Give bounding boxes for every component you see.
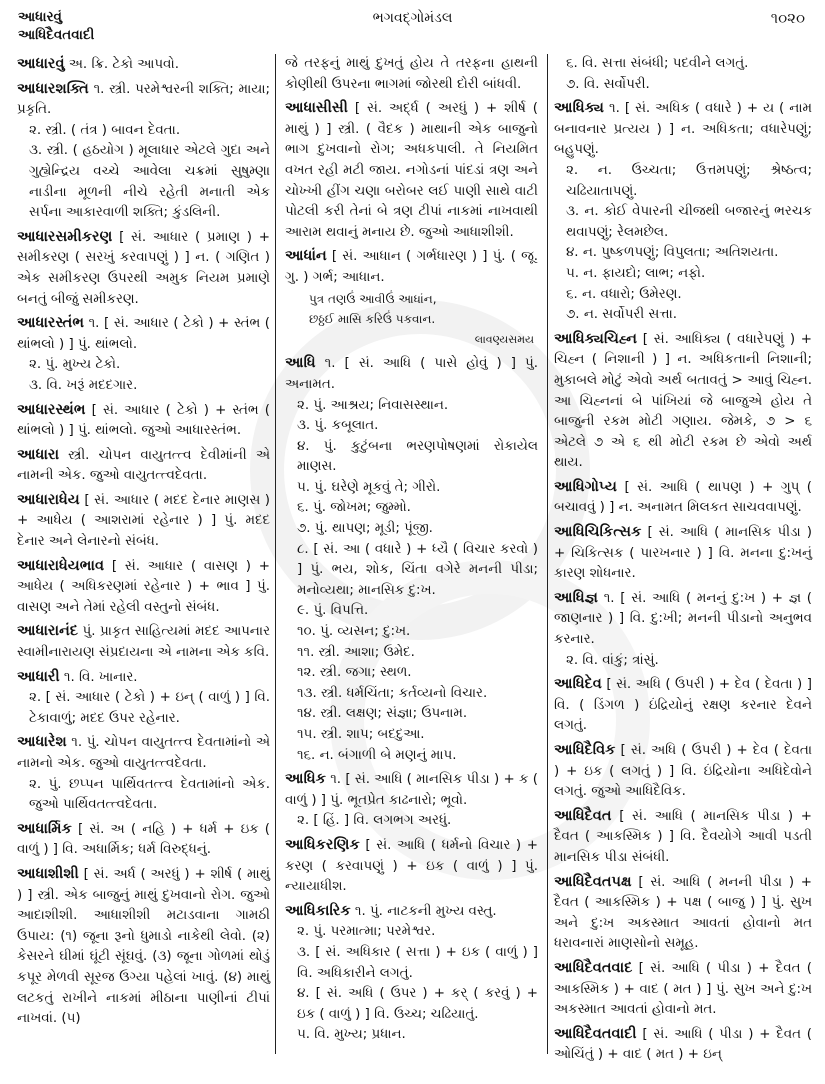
headword: આધારસમીકરણ	[17, 227, 113, 245]
definition-text: [ સં. આધિ ( થાપણ ) + ગુપ્ ( બચાવવું ) ] ન. અનામત મિલકત સાચવવાપણું.	[554, 479, 812, 516]
definition-text: [ સં. આધિ ( પીડા ) + દૈવત ( ઓચિંતું ) + વાદ ( મત ) + ઇન્	[554, 1026, 812, 1063]
dictionary-entry	[285, 246, 538, 350]
definition-text: [ સં. આધાન ( ગર્ભધારણ ) ] પું. ( જૂ. ગુ. ) ગર્ભ; આધાન.	[285, 249, 538, 285]
sense-line: ૫. ન. ફાયદો; લાભ; નફો.	[566, 265, 706, 281]
dictionary-entry	[554, 674, 812, 737]
sense-line: ૧૫. સ્ત્રી. શાપ; બદદુઆ.	[297, 727, 425, 742]
sense-line: ૨. [ સં. આધાર ( ટેકો ) + ઇન્ ( વાળું ) ] વિ. ટેકાવાળું; મદદ ઉપર રહેનાર.	[29, 690, 270, 726]
definition-text: [ સં. અર્દ્ધ ( અરધું ) + શીર્ષ ( માથું ) ] સ્ત્રી. ( વૈદક ) માથાની એક બાજુનો ભાગ દુખવાનો રોગ; અધકપાલી. તે નિયમિત વખત રહી મટી જાય. નગોડનાં પાંદડાં ત્રણ અને ચોખ્ખી હીંગ ચણા બરોબર લઈ પાણી સાથે વાટી પોટલી કરી તેનાં બે ત્રણ ટીપાં નાકમાં નાખવાથી આરામ થવાનું મનાય છે. જુઓ આધાશીશી.	[285, 101, 538, 240]
definition-text: ૧. [ સં. આધિ ( પાસે હોવું ) ] પું. અનામત.	[285, 356, 538, 392]
headword: આધાંન	[285, 247, 327, 265]
definition-text: [ સં. આધાર ( ટેકો ) + સ્તંભ ( થાંભલો ) ] પું. થાંભલો. જુઓ આધારસ્તંભ.	[17, 402, 270, 439]
sense-line: ૨. પું. પરમાત્મા; પરમેશ્વર.	[297, 924, 436, 940]
sense-line: ૨. પું. મુખ્ય ટેકો.	[29, 357, 121, 373]
dictionary-entry	[17, 732, 270, 815]
definition-text: [ સં. આધિ ( માનસિક પીડા ) + દૈવત ( આકસ્મિક ) ] વિ. દૈવયોગે આવી પડતી માનસિક પીડા સંબંધી.	[554, 808, 812, 865]
guide-word-last: આધિદૈવતવાદી	[18, 27, 95, 43]
column-2	[285, 54, 538, 1054]
dictionary-entry	[554, 522, 812, 585]
sense-line: ૭. પું. થાપણ; મૂડી; પૂંજી.	[297, 521, 433, 537]
dictionary-entry	[554, 98, 812, 326]
sense-line: ૭. ન. સર્વોપરી સત્તા.	[566, 307, 678, 323]
sense-line: ૮. [ સં. આ ( વધારે ) + ધ્યૈ ( વિચાર કરવો ) ] પું. ભય, શોક, ચિંતા વગેરે મનની પીડા; મનોવ્યથા; માનસિક દુ:ખ.	[297, 541, 538, 598]
sense-line: ૪. ન. પુષ્કળપણું; વિપુલતા; અતિશયતા.	[566, 245, 779, 261]
sense-line: ૧૦. પું. વ્યસન; દુ:ખ.	[297, 624, 411, 640]
sense-line: ૨. પું. આશ્રય; નિવાસસ્થાન.	[297, 397, 449, 413]
headword: આધારસ્તંભ	[17, 314, 85, 332]
column-divider	[547, 54, 548, 1054]
headword: આધિચિકિત્સક	[554, 523, 642, 541]
quotation-line: પુત્ર તણઉં આવીઉં આધાંન,	[309, 291, 437, 306]
running-title: ભગવદ્ગોમંડલ	[372, 10, 453, 26]
definition-text: [ સં. આધાર ( મદદ દેનાર માણસ ) + આધેય ( આશરામાં રહેનાર ) ] પું. મદદ દેનાર અને લેનારનો સંબંધ.	[17, 492, 270, 550]
headword: આધારાનંદ	[17, 622, 79, 640]
headword: આધિગોપ્ય	[554, 477, 617, 495]
definition-text: પું. પ્રાકૃત સાહિત્યમાં મદદ આપનાર સ્વામીનારાયણ સંપ્રદાયના એ નામના એક કવિ.	[17, 624, 270, 661]
dictionary-entry	[554, 588, 812, 671]
definition-text: ૧. સ્ત્રી. પરમેશ્વરની શક્તિ; માયા; પ્રકૃતિ.	[17, 81, 270, 118]
dictionary-entry	[17, 54, 270, 76]
definition-text: ૧. [ સં. અધિક ( વધારે ) + ય ( નામ બનાવનાર પ્રત્યય ) ] ન. અધિકતા; વધારેપણું; બહુપણું.	[554, 101, 812, 158]
definition-text: ૧. [ સં. આધિ ( મનનું દુ:ખ ) + જ્ઞ ( જાણનાર ) ] વિ. દુ:ખી; મનની પીડાનો અનુભવ કરનાર.	[554, 590, 812, 648]
definition-text: ૧. પું. નાટકની મુખ્ય વસ્તુ.	[350, 903, 497, 919]
headword: આધિદૈવિક	[554, 741, 616, 758]
sense-line: ૯. પું. વિપત્તિ.	[297, 603, 369, 619]
dictionary-entry	[554, 806, 812, 869]
quotation-source: લાવણ્યસમય	[474, 332, 534, 346]
definition-text: સ્ત્રી. ચોપન વાયુતત્ત્વ દેવીમાંની એ નામની એક. જુઓ વાયુતત્ત્વદેવતા.	[17, 447, 270, 484]
dictionary-entry	[17, 667, 270, 730]
column-1	[17, 54, 270, 1054]
headword: આધારા	[17, 445, 60, 463]
dictionary-entry	[554, 477, 812, 519]
definition-text: [ સં. આધિ ( મનની પીડા ) + દૈવત ( આકસ્મિક ) + પક્ષ ( બાજુ ) ] પું. સુખ અને દુ:ખ અકસ્માત આવતાં હોવાનો મત ધરાવનારાં માણસોનો સમૂહ.	[554, 874, 812, 952]
headword: આધિદૈવતવાદી	[554, 1024, 637, 1042]
dictionary-entry	[285, 835, 538, 898]
dictionary-entry	[285, 98, 538, 243]
definition-text: [ સં. આધિ ( પીડા ) + દૈવત ( આકસ્મિક ) + વાદ ( મત ) ] પું. સુખ અને દુ:ખ અકસ્માત આવતાં હોવાનો મત.	[554, 960, 812, 1018]
headword: આધિક્ય	[554, 99, 605, 117]
headword: આધિકરણિક	[285, 835, 360, 853]
sense-line: ૩. [ સં. અધિકાર ( સત્તા ) + ઇક ( વાળું ) ] વિ. અધિકારીને લગતું.	[297, 944, 538, 981]
dictionary-entry	[285, 54, 538, 95]
dictionary-columns	[0, 54, 825, 1084]
sense-line: ૫. પું. ઘરેણે મૂકવું તે; ગીરો.	[297, 479, 441, 495]
definition-text: અ. ક્રિ. ટેકો આપવો.	[64, 57, 179, 72]
headword: આધાર્મિક	[17, 819, 72, 837]
dictionary-entry	[17, 621, 270, 663]
headword: આધાસીસી	[285, 99, 348, 117]
definition-text: [ સં. આધિ ( ધર્મનો વિચાર ) + કરણ ( કરવાપણું ) + ઇક ( વાળું ) ] પું. ન્યાયાધીશ.	[285, 837, 538, 895]
sense-line: ૩. સ્ત્રી. ( હઠયોગ ) મૂલાધાર એટલે ગુદા અને ગુહ્યેન્દ્રિય વચ્ચે આવેલા ચક્રમાં સુષુમ્ણા નાડીના મૂળની નીચે રહેતી મનાતી એક સર્પના આકારવાળી શક્તિ; કુંડલિની.	[29, 143, 270, 221]
headword: આધિજ્ઞ	[554, 588, 598, 606]
definition-text: ૧. પું. ચોપન વાયુતત્ત્વ દેવતામાંનો એ નામનો એક. જુઓ વાયુતત્ત્વદેવતા.	[17, 735, 270, 771]
headword: આધિકારિક	[285, 901, 351, 919]
dictionary-entry	[285, 901, 538, 1046]
sense-line: ૧૧. સ્ત્રી. આશા; ઉમેદ.	[297, 644, 415, 660]
dictionary-entry	[554, 958, 812, 1021]
sense-line: ૨. વિ. વાંકું; ત્રાંસું.	[566, 652, 659, 668]
headword: આધારશક્તિ	[17, 79, 89, 97]
dictionary-entry	[285, 353, 538, 766]
column-3	[554, 54, 812, 1063]
headword: આધાશીશી	[17, 864, 79, 882]
headword: આધારેશ	[17, 733, 67, 751]
sense-line: ૧૩. સ્ત્રી. ધર્મચિંતા; કર્તવ્યનો વિચાર.	[297, 685, 488, 701]
headword: આધિ	[285, 354, 316, 372]
headword: આધારાધેય	[17, 490, 80, 508]
definition-text: [ સં. અધિ ( ઉપરી ) + દેવ ( દેવતા ) + ઇક ( લગતું ) ] વિ. ઇંદ્રિયોના અધિદેવોને લગતું. જુઓ આધિદૈવિક.	[554, 743, 812, 800]
headword: આધિદૈવતવાદ	[554, 958, 633, 976]
definition-text: [ સં. અ ( નહિ ) + ધર્મ + ઇક ( વાળું ) ] વિ. અધાર્મિક; ધર્મ વિરુદ્ધનું.	[17, 821, 270, 858]
headword: આધિક્યચિહ્ન	[554, 329, 638, 347]
dictionary-entry	[17, 400, 270, 442]
sense-line: ૬. પું. જોખમ; જુમ્મો.	[297, 500, 411, 516]
headword: આધારી	[17, 667, 60, 685]
dictionary-entry	[17, 227, 270, 310]
sense-line: ૭. વિ. સર્વોપરી.	[566, 76, 650, 92]
sense-line: ૧૬. ન. બંગાળી બે મણનું માપ.	[297, 747, 457, 763]
dictionary-entry	[17, 819, 270, 861]
dictionary-entry	[17, 556, 270, 619]
definition-text: [ સં. આધિક્ય ( વધારેપણું ) + ચિહ્ન ( નિશાની ) ] ન. અધિકતાની નિશાની; મુકાબલે મોટું એવો અર્થ બતાવતું > આવું ચિહ્ન. આ ચિહ્નનાં બે પાંખિયાં જે બાજુએ હોય તે બાજુની રકમ મોટી ગણાય. જેમકે, ૭ > ૬ એટલે ૭ એ ૬ થી મોટી રકમ છે એવો અર્થ થાય.	[554, 331, 812, 471]
dictionary-entry	[17, 445, 270, 487]
dictionary-entry	[285, 769, 538, 832]
sense-line: ૨. સ્ત્રી. ( તંત્ર ) બાવન દેવતા.	[29, 122, 181, 138]
sense-line: ૨. [ હિં. ] વિ. લગભગ અરધું.	[297, 813, 452, 829]
headword: આધિદૈવત	[554, 806, 612, 824]
sense-line: ૨. ન. ઉચ્ચતા; ઉત્તમપણું; શ્રેષ્ઠત્વ; ચઢિયાતાપણું.	[566, 162, 812, 199]
guide-word-first: આધારવું	[18, 9, 62, 25]
definition-text: ૧. વિ. ખાનાર.	[59, 669, 138, 685]
sense-line: ૪. પું. કુટુંબના ભરણપોષણમાં રોકાયેલ માણસ.	[297, 438, 538, 475]
sense-line: ૧૪. સ્ત્રી. લક્ષણ; સંજ્ઞા; ઉપનામ.	[297, 706, 468, 722]
headword: આધારવું	[17, 55, 65, 72]
dictionary-entry	[554, 872, 812, 955]
definition-text: ૧. [ સં. આધાર ( ટેકો ) + સ્તંભ ( થાંભલો ) ] પું. થાંભલો.	[17, 316, 270, 352]
sense-line: ૩. ન. કોઈ વેપારની ચીજથી બજારનું ભરચક થવાપણું; રેલમછેલ.	[566, 204, 812, 240]
definition-text: [ સં. અધિ ( ઉપરી ) + દેવ ( દેવતા ) ] વિ. ( ડિંગળ ) ઇંદ્રિયોનું રક્ષણ કરનાર દેવને લગતું.	[554, 677, 812, 734]
column-divider	[275, 54, 276, 1054]
sense-line: ૬. વિ. સત્તા સંબંધી; પદવીને લગતું.	[566, 56, 749, 71]
sense-line: ૧૨. સ્ત્રી. જગા; સ્થળ.	[297, 665, 412, 681]
headword: આધિદૈવતપક્ષ	[554, 872, 632, 890]
dictionary-entry	[17, 313, 270, 396]
sense-line: ૩. વિ. ખરૂં મદદગાર.	[29, 377, 138, 393]
definition-text: ૧. [ સં. આધિ ( માનસિક પીડા ) + ક ( વાળું ) ] પું. ભૂતપ્રેત કાઢનારો; ભૂવો.	[285, 772, 538, 808]
dictionary-entry	[554, 1024, 812, 1066]
definition-text: [ સં. આધાર ( વાસણ ) + આધેય ( અધિકરણમાં રહેનાર ) + ભાવ ] પું. વાસણ અને તેમાં રહેલી વસ્તુનો સંબંધ.	[17, 558, 270, 615]
definition-text: [ સં. આધિ ( માનસિક પીડા ) + ચિકિત્સક ( પારખનાર ) ] વિ. મનના દુ:ખનું કારણ શોધનાર.	[554, 525, 812, 582]
dictionary-entry	[554, 329, 812, 474]
sense-line: ૪. [ સં. અધિ ( ઉપર ) + કર્ ( કરવું ) + ઇક ( વાળું ) ] વિ. ઉચ્ચ; ચઢિયાતું.	[297, 986, 538, 1022]
sense-line: ૨. પું. છપ્પન પાર્થિવતત્ત્વ દેવતામાંનો એક. જુઓ પાર્થિવતત્ત્વદેવતા.	[29, 776, 270, 813]
page-number: ૧૦૨૦	[770, 9, 805, 27]
dictionary-entry	[554, 54, 812, 95]
dictionary-entry	[554, 740, 812, 803]
dictionary-entry	[17, 490, 270, 553]
sense-line: ૬. ન. વધારો; ઉમેરણ.	[566, 286, 682, 302]
dictionary-entry	[17, 864, 270, 1030]
definition-text: જે તરફનું માથું દુખતું હોય તે તરફના હાથની કોણીથી ઉપરના ભાગમાં જોરથી દોરી બાંધવી.	[285, 56, 538, 92]
headword: આધિક	[285, 770, 326, 788]
headword: આધારસ્થંભ	[17, 400, 86, 418]
definition-text: [ સં. આધાર ( પ્રમાણ ) + સમીકરણ ( સરખું કરવાપણું ) ] ન. ( ગણિત ) એક સમીકરણ ઉપરથી અમુક નિયમ પ્રમાણે બનતું બીજું સમીકરણ.	[17, 229, 270, 307]
sense-line: ૩. પું. કબૂલાત.	[297, 418, 379, 434]
headword: આધિદેવ	[554, 675, 602, 693]
dictionary-entry	[17, 79, 270, 224]
page-header	[0, 6, 825, 52]
quotation-line: છઠ્ઠઈ માસિ કરિઉં પકવાન.	[309, 312, 436, 327]
definition-text: [ સં. અર્ધ ( અરધું ) + શીર્ષ ( માથું ) ] સ્ત્રી. એક બાજુનું માથું દુખવાનો રોગ. જુઓ આદાશીશી. આધાશીશી મટાડવાના ગામઠી ઉપાય: (૧) જૂના રૂનો ધુમાડો નાકેથી લેવો. (૨) કેસરને ઘીમાં ઘૂંટી સૂંઘવું. (૩) જૂના ગોળમાં થોડું કપૂર મેળવી સૂરજ ઉગ્યા પહેલાં ખાવું. (૪) માથું લટકતું રાખીને નાકમાં મીઠાના પાણીનાં ટીપાં નાખવાં. (૫)	[17, 866, 270, 1027]
sense-line: ૫. વિ. મુખ્ય; પ્રધાન.	[297, 1027, 406, 1043]
headword: આધારાધેયભાવ	[17, 556, 105, 574]
